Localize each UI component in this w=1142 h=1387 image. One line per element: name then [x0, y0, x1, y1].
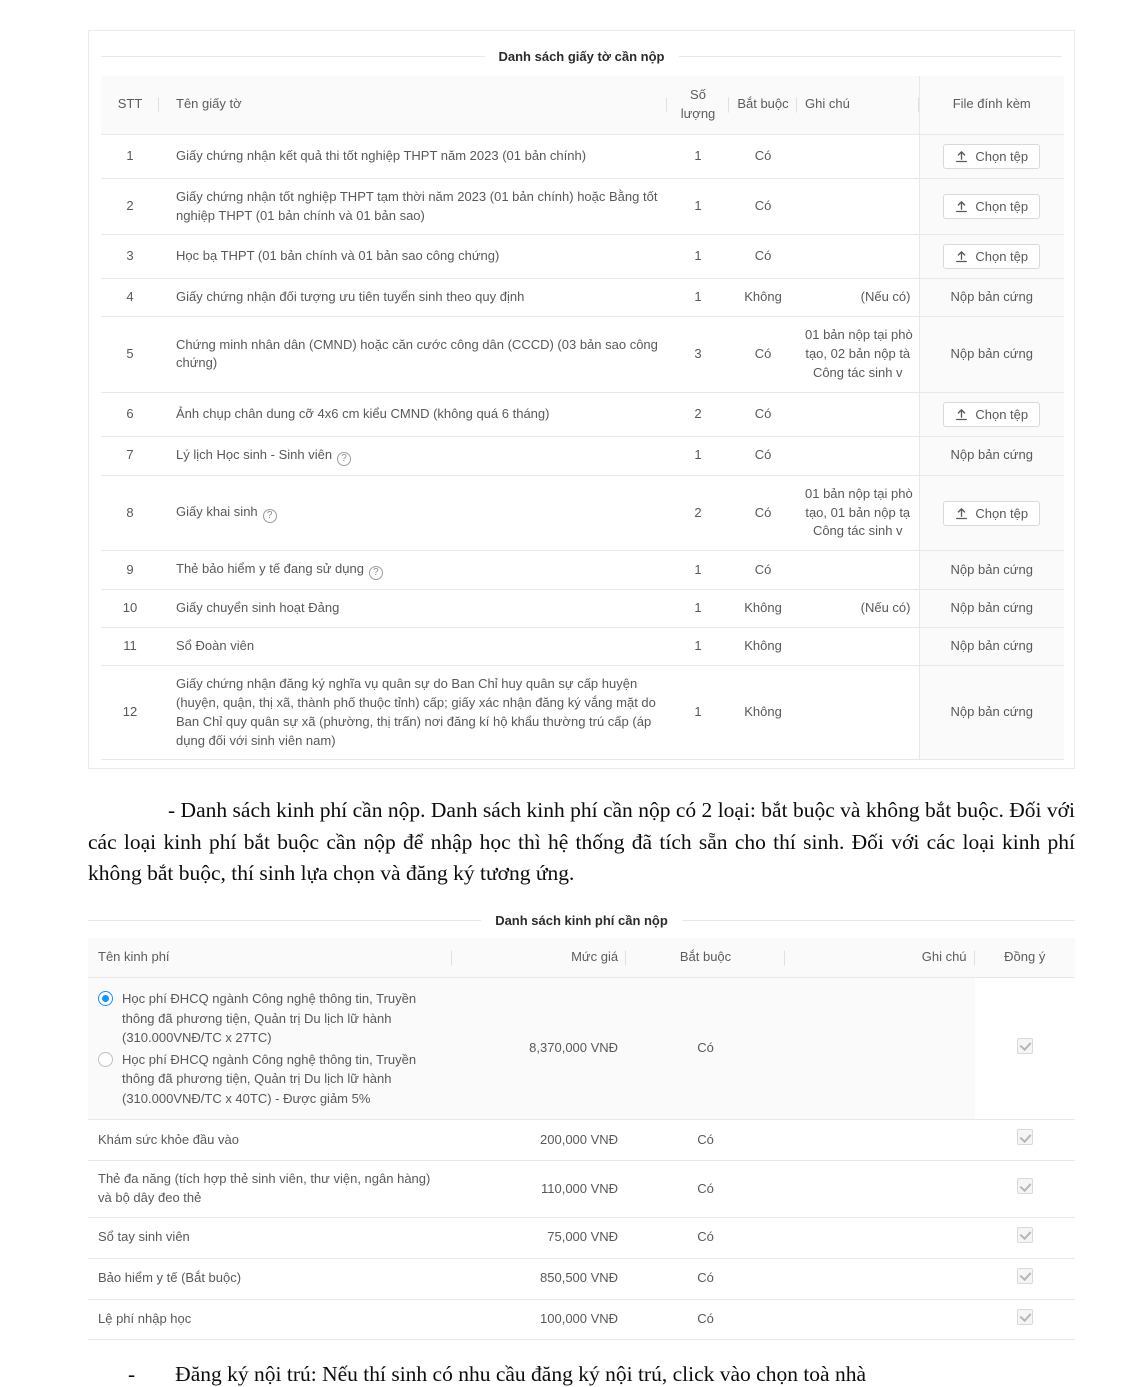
- document-name-cell: [159, 665, 667, 759]
- fees-card: [88, 913, 1075, 1340]
- table-row: [101, 475, 1064, 551]
- fee-required: Có: [626, 1217, 785, 1258]
- note-cell: [797, 134, 919, 178]
- documents-table-header: [101, 76, 1064, 134]
- note-line: Công tác sinh v: [812, 364, 903, 380]
- note-line: tạo, 02 bản nộp tà: [805, 346, 911, 362]
- table-row: [101, 279, 1064, 317]
- table-row: [88, 1258, 1075, 1299]
- required-value: Có: [729, 392, 797, 436]
- fee-name: Sổ tay sinh viên: [98, 1229, 190, 1245]
- fee-required: Có: [626, 1258, 785, 1299]
- attachment-cell: [919, 235, 1064, 279]
- tuition-option-label: Học phí ĐHCQ ngành Công nghệ thông tin, Truyền thông đã phương tiện, Quản trị Du lịch lữ hành (310.000VNĐ/TC x 40TC) - Được giảm 5%: [122, 1051, 417, 1106]
- note-line: 01 bản nộp tại phò: [805, 485, 913, 501]
- document-name-cell: [159, 317, 667, 393]
- choose-file-label: Chọn tệp: [975, 199, 1029, 215]
- table-row: [101, 551, 1064, 590]
- fee-required: Có: [626, 1161, 785, 1218]
- quantity-value: 1: [667, 590, 729, 628]
- row-index: 10: [101, 590, 159, 628]
- hard-copy-label: Nộp bản cứng: [950, 346, 1033, 362]
- table-row: [101, 436, 1064, 475]
- agree-checkbox-checked[interactable]: [1017, 1178, 1033, 1194]
- documents-card: [88, 30, 1075, 769]
- document-name: Chứng minh nhân dân (CMND) hoặc căn cước công dân (CCCD) (03 bản sao công chứng): [176, 336, 658, 371]
- quantity-value: 1: [667, 665, 729, 759]
- fee-name-cell: [88, 1120, 452, 1161]
- fee-price: 200,000 VNĐ: [452, 1120, 626, 1161]
- required-value: Có: [729, 178, 797, 235]
- note-cell: [797, 317, 919, 393]
- attachment-cell: [919, 665, 1064, 759]
- attachment-cell: [919, 590, 1064, 628]
- fee-name-cell: [88, 1217, 452, 1258]
- hard-copy-label: Nộp bản cứng: [950, 447, 1033, 463]
- agree-cell: [975, 978, 1075, 1120]
- quantity-value: 1: [667, 551, 729, 590]
- row-index: 7: [101, 436, 159, 475]
- choose-file-label: Chọn tệp: [975, 505, 1029, 521]
- upload-icon: [955, 150, 968, 163]
- table-row: [88, 1299, 1075, 1340]
- fee-price: 8,370,000 VNĐ: [452, 978, 626, 1120]
- fees-intro-paragraph: - Danh sách kinh phí cần nộp. Danh sách kinh phí cần nộp có 2 loại: bắt buộc và không bắt buộc. Đối với các loại kinh phí bắt buộc cần nộp để nhập học thì hệ thống đã tích sẵn cho thí sinh. Đối với các loại kinh phí không bắt buộc, thí sinh lựa chọn và đăng ký tương ứng.: [88, 798, 1075, 886]
- dash-bullet: -: [128, 1362, 136, 1387]
- fee-name: Lệ phí nhập học: [98, 1311, 192, 1327]
- documents-column-header: Tên giấy tờ: [159, 76, 667, 134]
- help-circle-icon[interactable]: ?: [337, 452, 351, 466]
- note-line: tạo, 01 bản nộp tạ: [805, 504, 911, 520]
- quantity-value: 1: [667, 436, 729, 475]
- quantity-value: 1: [667, 134, 729, 178]
- agree-cell: [975, 1161, 1075, 1218]
- divider-line-right: [679, 56, 1063, 57]
- table-row: [88, 1217, 1075, 1258]
- fees-column-header: Ghi chú: [785, 938, 975, 977]
- hard-copy-label: Nộp bản cứng: [950, 289, 1033, 305]
- document-name-cell: [159, 392, 667, 436]
- document-name: Giấy chứng nhận kết quả thi tốt nghiệp THPT năm 2023 (01 bản chính): [176, 147, 587, 163]
- document-name-cell: [159, 134, 667, 178]
- quantity-value: 1: [667, 178, 729, 235]
- required-value: Có: [729, 134, 797, 178]
- document-page: [0, 30, 1142, 1387]
- attachment-cell: [919, 392, 1064, 436]
- fees-table-header: [88, 938, 1075, 977]
- note-cell: [797, 590, 919, 628]
- attachment-cell: [919, 436, 1064, 475]
- fees-column-header: Tên kinh phí: [88, 938, 452, 977]
- required-value: Có: [729, 235, 797, 279]
- table-row: [101, 178, 1064, 235]
- document-name-cell: [159, 475, 667, 551]
- row-index: 4: [101, 279, 159, 317]
- choose-file-label: Chọn tệp: [975, 148, 1029, 164]
- row-index: 6: [101, 392, 159, 436]
- document-name-cell: [159, 590, 667, 628]
- attachment-cell: [919, 317, 1064, 393]
- attachment-cell: [919, 279, 1064, 317]
- upload-icon: [955, 408, 968, 421]
- fee-name-cell: [88, 978, 452, 1120]
- document-name: Lý lịch Học sinh - Sinh viên: [176, 446, 333, 462]
- hard-copy-label: Nộp bản cứng: [950, 638, 1033, 654]
- choose-file-button[interactable]: [943, 194, 1040, 219]
- help-circle-icon[interactable]: ?: [369, 566, 383, 580]
- divider-line-right: [682, 920, 1075, 921]
- table-row: [101, 392, 1064, 436]
- table-row: [88, 978, 1075, 1120]
- documents-column-header: File đính kèm: [919, 76, 1064, 134]
- table-row: [101, 665, 1064, 759]
- hard-copy-label: Nộp bản cứng: [950, 704, 1033, 720]
- agree-cell: [975, 1120, 1075, 1161]
- fees-table-title: Danh sách kinh phí cần nộp: [495, 913, 668, 929]
- quantity-value: 1: [667, 628, 729, 666]
- required-value: Có: [729, 436, 797, 475]
- row-index: 1: [101, 134, 159, 178]
- hard-copy-label: Nộp bản cứng: [950, 600, 1033, 616]
- note-line: (Nếu có): [860, 289, 911, 305]
- agree-checkbox-checked[interactable]: [1017, 1129, 1033, 1145]
- note-line: Công tác sinh v: [812, 523, 903, 539]
- required-value: Không: [729, 665, 797, 759]
- hard-copy-label: Nộp bản cứng: [950, 561, 1033, 577]
- choose-file-button[interactable]: [943, 501, 1040, 526]
- fee-price: 110,000 VNĐ: [452, 1161, 626, 1218]
- table-row: [101, 317, 1064, 393]
- document-name-cell: [159, 551, 667, 590]
- quantity-value: 2: [667, 475, 729, 551]
- upload-icon: [955, 200, 968, 213]
- table-row: [101, 134, 1064, 178]
- row-index: 3: [101, 235, 159, 279]
- fee-name-cell: [88, 1161, 452, 1218]
- fee-note: [785, 978, 975, 1120]
- fee-name: Khám sức khỏe đầu vào: [98, 1131, 239, 1147]
- table-row: [101, 235, 1064, 279]
- row-index: 11: [101, 628, 159, 666]
- document-name-cell: [159, 436, 667, 475]
- note-cell: [797, 279, 919, 317]
- documents-column-header: Bắt buộc: [729, 76, 797, 134]
- row-index: 8: [101, 475, 159, 551]
- agree-cell: [975, 1258, 1075, 1299]
- dorm-note-text: Đăng ký nội trú: Nếu thí sinh có nhu cầu đăng ký nội trú, click vào chọn toà nhà: [175, 1362, 867, 1387]
- table-row: [101, 628, 1064, 666]
- fee-note: [785, 1120, 975, 1161]
- document-name-cell: [159, 178, 667, 235]
- fee-name: Thẻ đa năng (tích hợp thẻ sinh viên, thư viện, ngân hàng) và bộ dây đeo thẻ: [98, 1171, 431, 1205]
- note-cell: [797, 392, 919, 436]
- row-index: 12: [101, 665, 159, 759]
- required-value: Có: [729, 317, 797, 393]
- agree-checkbox-checked[interactable]: [1017, 1227, 1033, 1243]
- table-row: [101, 590, 1064, 628]
- documents-column-header: Ghi chú: [797, 76, 919, 134]
- choose-file-label: Chọn tệp: [975, 249, 1029, 265]
- document-name-cell: [159, 628, 667, 666]
- required-value: Không: [729, 279, 797, 317]
- choose-file-button[interactable]: [943, 144, 1040, 169]
- divider-line-left: [88, 920, 481, 921]
- fee-required: Có: [626, 1120, 785, 1161]
- attachment-cell: [919, 134, 1064, 178]
- note-cell: [797, 178, 919, 235]
- document-name: Thẻ bảo hiểm y tế đang sử dụng: [176, 561, 364, 577]
- fee-price: 75,000 VNĐ: [452, 1217, 626, 1258]
- note-cell: [797, 475, 919, 551]
- document-name-cell: [159, 235, 667, 279]
- fee-required: Có: [626, 1299, 785, 1340]
- help-circle-icon[interactable]: ?: [263, 509, 277, 523]
- quantity-value: 2: [667, 392, 729, 436]
- attachment-cell: [919, 178, 1064, 235]
- row-index: 2: [101, 178, 159, 235]
- quantity-value: 3: [667, 317, 729, 393]
- choose-file-button[interactable]: [943, 244, 1040, 269]
- divider-line-left: [101, 56, 485, 57]
- fee-note: [785, 1258, 975, 1299]
- documents-title-divider: [101, 49, 1062, 64]
- fee-name-cell: [88, 1258, 452, 1299]
- note-cell: [797, 436, 919, 475]
- tuition-option: [98, 989, 444, 1048]
- choose-file-button[interactable]: [943, 402, 1040, 427]
- document-name: Học bạ THPT (01 bản chính và 01 bản sao công chứng): [176, 248, 500, 264]
- required-value: Có: [729, 475, 797, 551]
- note-cell: [797, 628, 919, 666]
- note-line: 01 bản nộp tại phò: [805, 327, 913, 343]
- fees-column-header: Bắt buộc: [626, 938, 785, 977]
- fee-name-cell: [88, 1299, 452, 1340]
- fee-price: 850,500 VNĐ: [452, 1258, 626, 1299]
- table-row: [88, 1161, 1075, 1218]
- required-value: Không: [729, 628, 797, 666]
- required-value: Không: [729, 590, 797, 628]
- attachment-cell: [919, 551, 1064, 590]
- fees-title-divider: [88, 913, 1075, 928]
- fee-note: [785, 1217, 975, 1258]
- document-name: Giấy chứng nhận tốt nghiệp THPT tạm thời năm 2023 (01 bản chính) hoặc Bằng tốt nghiệp THPT (01 bản chính và 01 bản sao): [176, 188, 658, 223]
- fee-required: Có: [626, 978, 785, 1120]
- note-cell: [797, 665, 919, 759]
- tuition-option-label: Học phí ĐHCQ ngành Công nghệ thông tin, Truyền thông đã phương tiện, Quản trị Du lịch lữ hành (310.000VNĐ/TC x 27TC): [122, 991, 417, 1046]
- attachment-cell: [919, 628, 1064, 666]
- agree-checkbox-checked[interactable]: [1017, 1268, 1033, 1284]
- documents-column-header: Số lượng: [667, 76, 729, 134]
- agree-cell: [975, 1299, 1075, 1340]
- agree-cell: [975, 1217, 1075, 1258]
- document-name: Giấy chứng nhận đối tượng ưu tiên tuyển sinh theo quy định: [176, 289, 525, 305]
- document-name-cell: [159, 279, 667, 317]
- radio-unselected-icon[interactable]: [98, 1052, 113, 1067]
- documents-column-header: STT: [101, 76, 159, 134]
- attachment-cell: [919, 475, 1064, 551]
- agree-checkbox-checked[interactable]: [1017, 1038, 1033, 1054]
- fee-price: 100,000 VNĐ: [452, 1299, 626, 1340]
- fees-column-header: Mức giá: [452, 938, 626, 977]
- dorm-note: [88, 1362, 1075, 1387]
- document-name: Giấy chứng nhận đăng ký nghĩa vụ quân sự do Ban Chỉ huy quân sự cấp huyện (huyện, quận, thị xã, thành phố thuộc tỉnh) cấp; giấy xác nhận đăng ký vắng mặt do Ban Chỉ quy quân sự xã (phường, thị trấn) nơi đăng kí hộ khẩu thường trú cấp (áp dụng đối với sinh viên nam): [176, 675, 656, 748]
- document-name: Ảnh chụp chân dung cỡ 4x6 cm kiểu CMND (không quá 6 tháng): [176, 405, 550, 421]
- fee-note: [785, 1161, 975, 1218]
- upload-icon: [955, 507, 968, 520]
- fees-table: [88, 938, 1075, 1340]
- fee-name: Bảo hiểm y tế (Bắt buộc): [98, 1270, 242, 1286]
- row-index: 9: [101, 551, 159, 590]
- note-cell: [797, 551, 919, 590]
- table-row: [88, 1120, 1075, 1161]
- document-name: Giấy khai sinh: [176, 504, 258, 520]
- agree-checkbox-checked[interactable]: [1017, 1309, 1033, 1325]
- radio-selected-icon[interactable]: [98, 991, 113, 1006]
- note-line: (Nếu có): [860, 600, 911, 616]
- document-name: Giấy chuyển sinh hoạt Đảng: [176, 600, 340, 616]
- row-index: 5: [101, 317, 159, 393]
- fee-note: [785, 1299, 975, 1340]
- required-value: Có: [729, 551, 797, 590]
- upload-icon: [955, 250, 968, 263]
- quantity-value: 1: [667, 235, 729, 279]
- choose-file-label: Chọn tệp: [975, 406, 1029, 422]
- documents-table-title: Danh sách giấy tờ cần nộp: [498, 49, 665, 64]
- document-name: Sổ Đoàn viên: [176, 638, 255, 654]
- note-cell: [797, 235, 919, 279]
- fees-column-header: Đồng ý: [975, 938, 1075, 977]
- documents-table: [101, 76, 1064, 760]
- tuition-option: [98, 1050, 444, 1109]
- quantity-value: 1: [667, 279, 729, 317]
